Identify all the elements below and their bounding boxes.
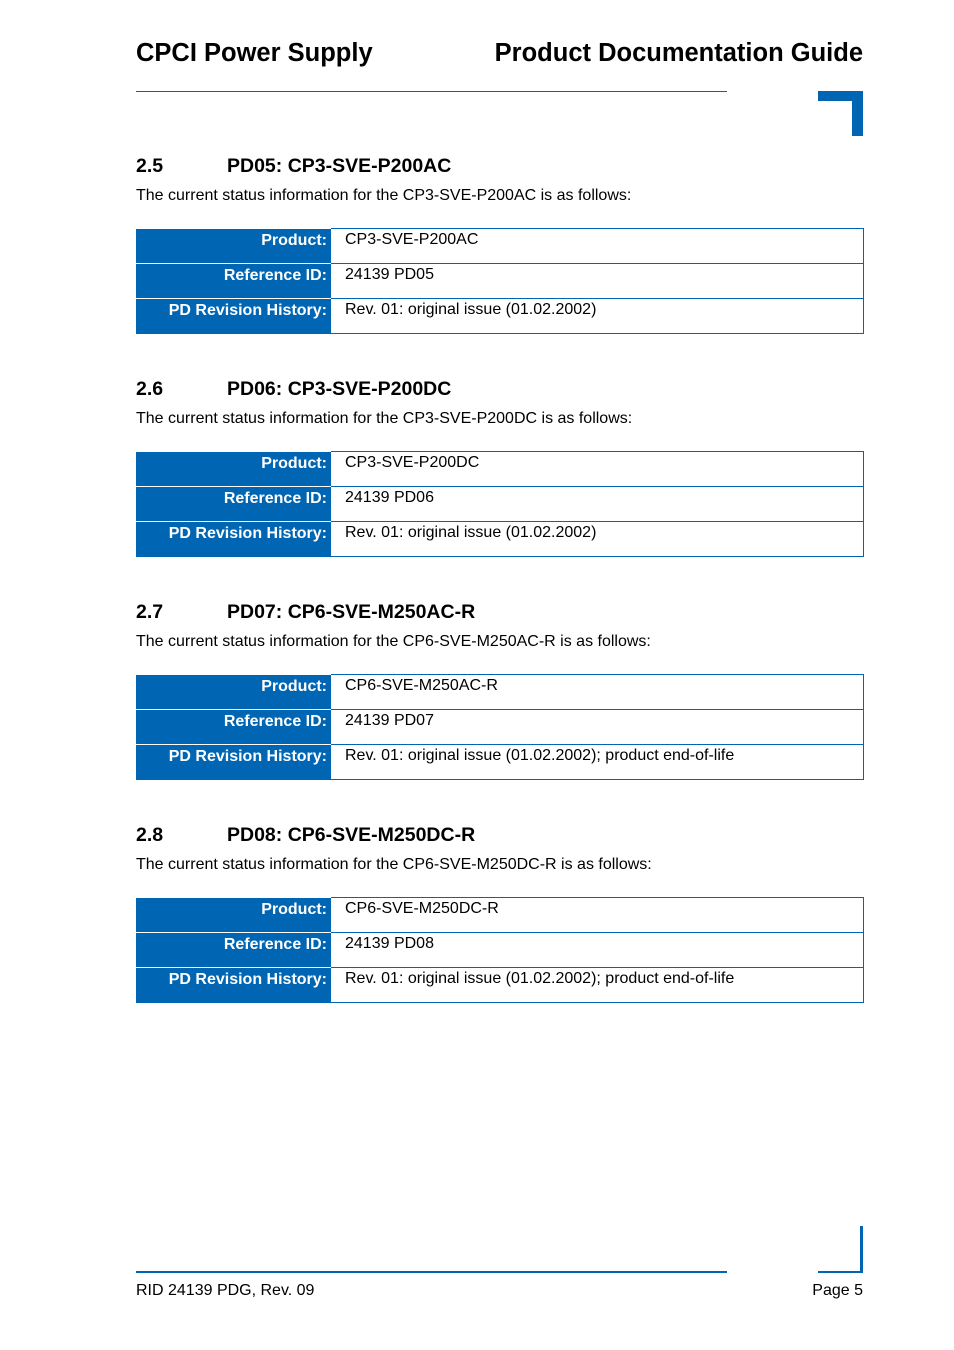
revision-history-value: Rev. 01: original issue (01.02.2002); product end-of-life — [331, 968, 864, 1003]
product-value: CP6-SVE-M250DC-R — [331, 898, 864, 933]
header-right-title: Product Documentation Guide — [494, 39, 863, 67]
section-pd07 — [136, 598, 864, 780]
section-pd06 — [136, 375, 864, 557]
reference-id-value: 24139 PD05 — [331, 264, 864, 299]
revision-history-value: Rev. 01: original issue (01.02.2002) — [331, 522, 864, 557]
header-left-title: CPCI Power Supply — [136, 39, 373, 67]
table-row — [136, 675, 864, 710]
reference-id-label: Reference ID: — [136, 264, 331, 299]
status-table — [136, 228, 864, 334]
status-table — [136, 451, 864, 557]
revision-history-label: PD Revision History: — [136, 299, 331, 334]
revision-history-label: PD Revision History: — [136, 522, 331, 557]
header-rule — [136, 91, 727, 92]
section-title: PD06: CP3-SVE-P200DC — [227, 378, 452, 400]
reference-id-label: Reference ID: — [136, 487, 331, 522]
product-value: CP3-SVE-P200AC — [331, 229, 864, 264]
footer-rule-right — [818, 1271, 863, 1273]
section-number: 2.7 — [136, 601, 164, 623]
status-table — [136, 897, 864, 1003]
section-intro: The current status information for the CP6-SVE-M250AC-R is as follows: — [136, 633, 651, 650]
section-heading — [136, 821, 864, 849]
product-label: Product: — [136, 675, 331, 710]
table-row — [136, 968, 864, 1003]
section-title: PD08: CP6-SVE-M250DC-R — [227, 824, 476, 846]
section-number: 2.8 — [136, 824, 164, 846]
product-value: CP6-SVE-M250AC-R — [331, 675, 864, 710]
section-heading — [136, 375, 864, 403]
table-row — [136, 487, 864, 522]
table-row — [136, 898, 864, 933]
table-row — [136, 710, 864, 745]
corner-mark-icon-vertical — [852, 91, 863, 136]
reference-id-label: Reference ID: — [136, 933, 331, 968]
section-intro: The current status information for the CP6-SVE-M250DC-R is as follows: — [136, 856, 652, 873]
footer-doc-id: RID 24139 PDG, Rev. 09 — [136, 1282, 315, 1299]
product-label: Product: — [136, 898, 331, 933]
reference-id-value: 24139 PD06 — [331, 487, 864, 522]
footer-page-number: Page 5 — [812, 1282, 863, 1299]
table-row — [136, 299, 864, 334]
section-number: 2.6 — [136, 378, 164, 400]
section-heading — [136, 598, 864, 626]
table-row — [136, 522, 864, 557]
table-row — [136, 933, 864, 968]
table-row — [136, 452, 864, 487]
table-row — [136, 745, 864, 780]
revision-history-value: Rev. 01: original issue (01.02.2002) — [331, 299, 864, 334]
section-intro: The current status information for the CP3-SVE-P200DC is as follows: — [136, 410, 633, 427]
table-row — [136, 264, 864, 299]
reference-id-value: 24139 PD07 — [331, 710, 864, 745]
footer-rule — [136, 1271, 727, 1273]
product-value: CP3-SVE-P200DC — [331, 452, 864, 487]
section-title: PD07: CP6-SVE-M250AC-R — [227, 601, 476, 623]
revision-history-label: PD Revision History: — [136, 745, 331, 780]
product-label: Product: — [136, 229, 331, 264]
status-table — [136, 674, 864, 780]
footer-corner-mark-icon — [860, 1226, 863, 1273]
revision-history-value: Rev. 01: original issue (01.02.2002); product end-of-life — [331, 745, 864, 780]
section-title: PD05: CP3-SVE-P200AC — [227, 155, 452, 177]
revision-history-label: PD Revision History: — [136, 968, 331, 1003]
product-label: Product: — [136, 452, 331, 487]
section-heading — [136, 152, 864, 180]
section-pd08 — [136, 821, 864, 1003]
section-number: 2.5 — [136, 155, 164, 177]
reference-id-value: 24139 PD08 — [331, 933, 864, 968]
section-pd05 — [136, 152, 864, 334]
table-row — [136, 229, 864, 264]
reference-id-label: Reference ID: — [136, 710, 331, 745]
section-intro: The current status information for the CP3-SVE-P200AC is as follows: — [136, 187, 632, 204]
